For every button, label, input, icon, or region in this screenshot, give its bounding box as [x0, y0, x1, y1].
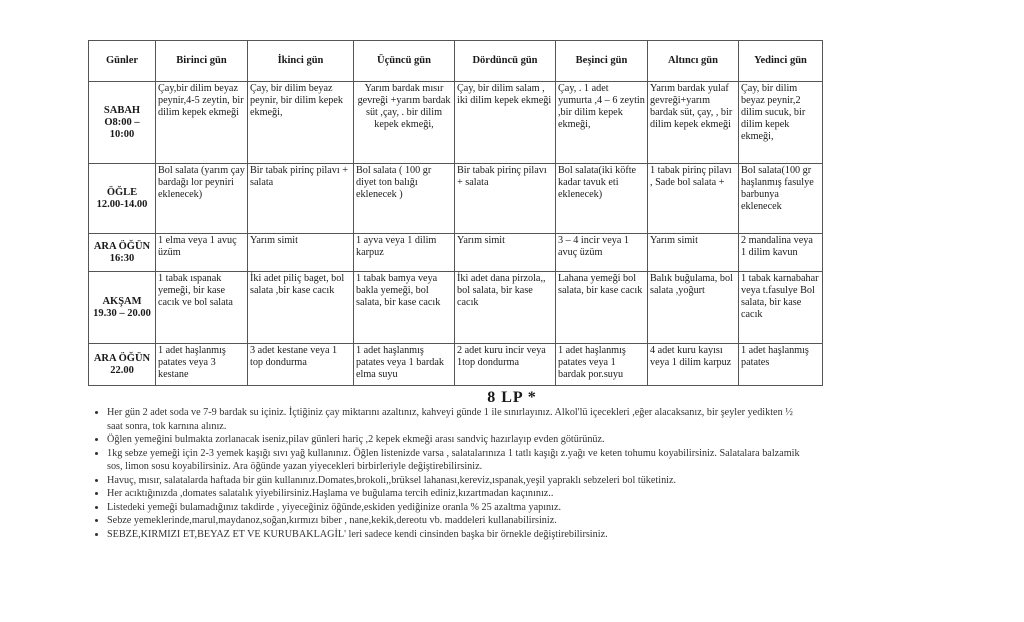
meal-label-evening-snack: ARA ÖĞÜN 22.00	[89, 344, 156, 386]
meal-cell: Yarım simit	[648, 234, 739, 272]
meal-cell: Bir tabak pirinç pilavı + salata	[248, 164, 354, 234]
meal-cell: 1 elma veya 1 avuç üzüm	[156, 234, 248, 272]
meal-cell: 2 mandalina veya 1 dilim kavun	[739, 234, 823, 272]
list-item: • Sebze yemeklerinde,marul,maydanoz,soğan,kırmızı biber , nane,kekik,dereotu vb. maddeleri kullanabilirsiniz.	[107, 514, 807, 528]
meal-cell: Bir tabak pirinç pilavı + salata	[455, 164, 556, 234]
meal-cell: 1 adet haşlanmış patates veya 3 kestane	[156, 344, 248, 386]
list-item: • Her gün 2 adet soda ve 7-9 bardak su içiniz. İçtiğiniz çay miktarını azaltınız, kahveyi günde 1 ile sınırlayınız. Alkol'lü içecekleri ,eğer alacaksanız, bir şeyler yedikten ½ saat sonra, tok karnına alınız.	[107, 406, 807, 433]
meal-cell: 3 adet kestane veya 1 top dondurma	[248, 344, 354, 386]
header-day-5: Beşinci gün	[556, 41, 648, 82]
meal-cell: Lahana yemeği bol salata, bir kase cacık	[556, 272, 648, 344]
meal-cell: 1 tabak bamya veya bakla yemeği, bol salata, bir kase cacık	[354, 272, 455, 344]
list-item: • Havuç, mısır, salatalarda haftada bir gün kullanınız.Domates,brokoli,,brüksel lahanası,kereviz,ıspanak,yeşil yapraklı sebzeleri bol tüketiniz.	[107, 474, 807, 488]
notes-list	[92, 406, 807, 541]
header-day-2: İkinci gün	[248, 41, 354, 82]
meal-cell: 1 adet haşlanmış patates veya 1 bardak por.suyu	[556, 344, 648, 386]
table-row	[89, 234, 823, 272]
meal-cell: İki adet dana pirzola,, bol salata, bir kase cacık	[455, 272, 556, 344]
meal-cell: Bol salata(iki köfte kadar tavuk eti eklenecek)	[556, 164, 648, 234]
header-day-7: Yedinci gün	[739, 41, 823, 82]
meal-cell: Yarım simit	[248, 234, 354, 272]
meal-cell: Bol salata (yarım çay bardağı lor peyniri eklenecek)	[156, 164, 248, 234]
meal-cell: Çay, bir dilim beyaz peynir, bir dilim kepek ekmeği,	[248, 82, 354, 164]
table-row	[89, 82, 823, 164]
meal-cell: 3 – 4 incir veya 1 avuç üzüm	[556, 234, 648, 272]
meal-cell: Çay, bir dilim beyaz peynir,2 dilim sucuk, bir dilim kepek ekmeği,	[739, 82, 823, 164]
table-row	[89, 164, 823, 234]
meal-cell: 1 tabak karnabahar veya t.fasulye Bol salata, bir kase cacık	[739, 272, 823, 344]
table-row	[89, 272, 823, 344]
list-item: • Öğlen yemeğini bulmakta zorlanacak iseniz,pilav günleri hariç ,2 kepek ekmeği arası sandviç hazırlayıp evden götürünüz.	[107, 433, 807, 447]
meal-cell: İki adet piliç baget, bol salata ,bir kase cacık	[248, 272, 354, 344]
header-day-4: Dördüncü gün	[455, 41, 556, 82]
meal-cell: Yarım bardak mısır gevreği +yarım bardak süt ,çay, . bir dilim kepek ekmeği,	[354, 82, 455, 164]
meal-cell: Bol salata ( 100 gr diyet ton balığı eklenecek )	[354, 164, 455, 234]
meal-label-dinner: AKŞAM 19.30 – 20.00	[89, 272, 156, 344]
list-item: • Listedeki yemeği bulamadığınız takdirde , yiyeceğiniz öğünde,eskiden yediğinize oranla % 25 azaltma yapınız.	[107, 501, 807, 515]
meal-label-afternoon-snack: ARA ÖĞÜN 16:30	[89, 234, 156, 272]
header-day-3: Üçüncü gün	[354, 41, 455, 82]
meal-cell: Yarım simit	[455, 234, 556, 272]
header-day-1: Birinci gün	[156, 41, 248, 82]
meal-cell: Çay, . 1 adet yumurta ,4 – 6 zeytin ,bir dilim kepek ekmeği,	[556, 82, 648, 164]
list-item: • Her acıktığınızda ,domates salatalık yiyebilirsiniz.Haşlama ve buğulama tercih ediniz,kızartmadan kaçınınız..	[107, 487, 807, 501]
meal-label-breakfast: SABAH O8:00 – 10:00	[89, 82, 156, 164]
meal-cell: Yarım bardak yulaf gevreği+yarım bardak süt, çay, , bir dilim kepek ekmeği	[648, 82, 739, 164]
meal-cell: Balık buğulama, bol salata ,yoğurt	[648, 272, 739, 344]
list-item: • 1kg sebze yemeği için 2-3 yemek kaşığı sıvı yağ kullanınız. Öğlen listenizde varsa , salatalarınıza 1 tatlı kaşığı z.yağı ve keten tohumu koyabilirsiniz. Salatalara balzamik sos, limon sosu koyabilirsiniz. Ara öğünde yazan yiyecekleri birbirleriyle değiştirebilirsiniz.	[107, 447, 807, 474]
list-item: • SEBZE,KIRMIZI ET,BEYAZ ET VE KURUBAKLAGİL' leri sadece kendi cinsinden başka bir örnekle değiştirebilirsiniz.	[107, 528, 807, 542]
meal-cell: 4 adet kuru kayısı veya 1 dilim karpuz	[648, 344, 739, 386]
meal-cell: 2 adet kuru incir veya 1top dondurma	[455, 344, 556, 386]
meal-cell: Çay, bir dilim salam , iki dilim kepek ekmeği	[455, 82, 556, 164]
meal-cell: Bol salata(100 gr haşlanmış fasulye barbunya eklenecek	[739, 164, 823, 234]
header-row	[89, 41, 823, 82]
meal-cell: 1 tabak ıspanak yemeği, bir kase cacık ve bol salata	[156, 272, 248, 344]
header-day-6: Altıncı gün	[648, 41, 739, 82]
meal-cell: 1 adet haşlanmış patates	[739, 344, 823, 386]
plan-title: 8 LP *	[487, 389, 537, 406]
meal-cell: 1 tabak pirinç pilavı , Sade bol salata +	[648, 164, 739, 234]
meal-cell: Çay,bir dilim beyaz peynir,4-5 zeytin, bir dilim kepek ekmeği	[156, 82, 248, 164]
meal-label-lunch: ÖĞLE 12.00-14.00	[89, 164, 156, 234]
table-row	[89, 344, 823, 386]
header-days: Günler	[89, 41, 156, 82]
meal-cell: 1 adet haşlanmış patates veya 1 bardak elma suyu	[354, 344, 455, 386]
meal-cell: 1 ayva veya 1 dilim karpuz	[354, 234, 455, 272]
meal-plan-table	[88, 40, 823, 386]
